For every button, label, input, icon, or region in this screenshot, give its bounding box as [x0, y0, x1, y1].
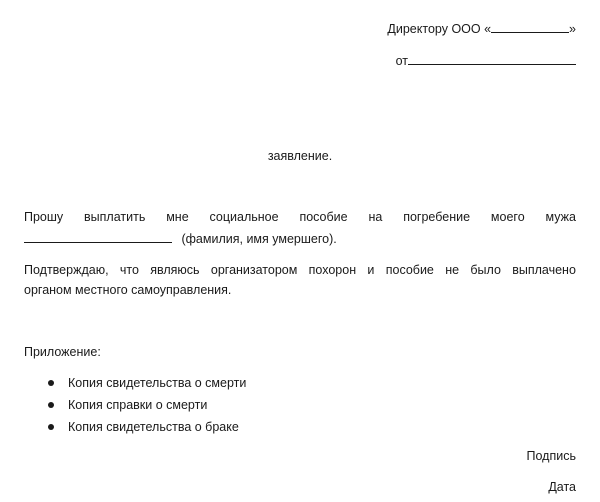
p2-word: что	[119, 263, 139, 277]
p1-word: мне	[166, 210, 189, 224]
date-label	[548, 479, 576, 495]
from-line	[396, 52, 576, 69]
p2-word: не	[445, 263, 460, 277]
director-line	[387, 20, 576, 37]
attachments-label	[24, 344, 101, 360]
title-text: заявление.	[267, 149, 333, 163]
p2-word: выплачено	[512, 263, 576, 277]
company-name-blank	[491, 20, 569, 33]
attachments-label-text: Приложение:	[24, 345, 101, 359]
p1-word: погребение	[403, 210, 471, 224]
document-title	[0, 148, 600, 164]
paragraph-1-line-1	[24, 209, 576, 225]
p1-word: выплатить	[84, 210, 146, 224]
deceased-name-blank	[24, 230, 172, 243]
p1-word: мужа	[545, 210, 576, 224]
p1-word: социальное	[209, 210, 279, 224]
p2-word: и	[367, 263, 375, 277]
p1-word: моего	[490, 210, 525, 224]
from-label: от	[395, 54, 408, 68]
p1-word: Прошу	[24, 210, 64, 224]
list-item-text: Копия свидетельства о смерти	[68, 376, 247, 390]
p2-word: было	[470, 263, 501, 277]
signature-text: Подпись	[526, 449, 576, 463]
p2-line2-text: органом местного самоуправления.	[24, 283, 232, 297]
director-label: Директору ООО «	[387, 22, 492, 36]
bullet-icon	[48, 402, 54, 408]
p2-word: похорон	[308, 263, 357, 277]
deceased-name-note: (фамилия, имя умершего).	[181, 232, 337, 246]
attachments-list	[48, 375, 246, 441]
list-item	[48, 375, 246, 391]
date-text: Дата	[548, 480, 576, 494]
p2-word: Подтверждаю,	[24, 263, 109, 277]
bullet-icon	[48, 380, 54, 386]
list-item	[48, 419, 246, 435]
p2-word: пособие	[385, 263, 434, 277]
p1-word: пособие	[299, 210, 348, 224]
bullet-icon	[48, 424, 54, 430]
p1-word: на	[368, 210, 383, 224]
p2-word: организатором	[210, 263, 298, 277]
paragraph-2-line-2	[24, 282, 231, 298]
list-item	[48, 397, 246, 413]
director-close-quote: »	[569, 22, 576, 36]
list-item-text: Копия свидетельства о браке	[68, 420, 239, 434]
paragraph-1-line-2	[24, 230, 337, 247]
list-item-text: Копия справки о смерти	[68, 398, 208, 412]
paragraph-2-line-1	[24, 262, 576, 278]
applicant-name-blank	[408, 52, 576, 65]
signature-label	[527, 448, 576, 464]
p2-word: являюсь	[150, 263, 200, 277]
